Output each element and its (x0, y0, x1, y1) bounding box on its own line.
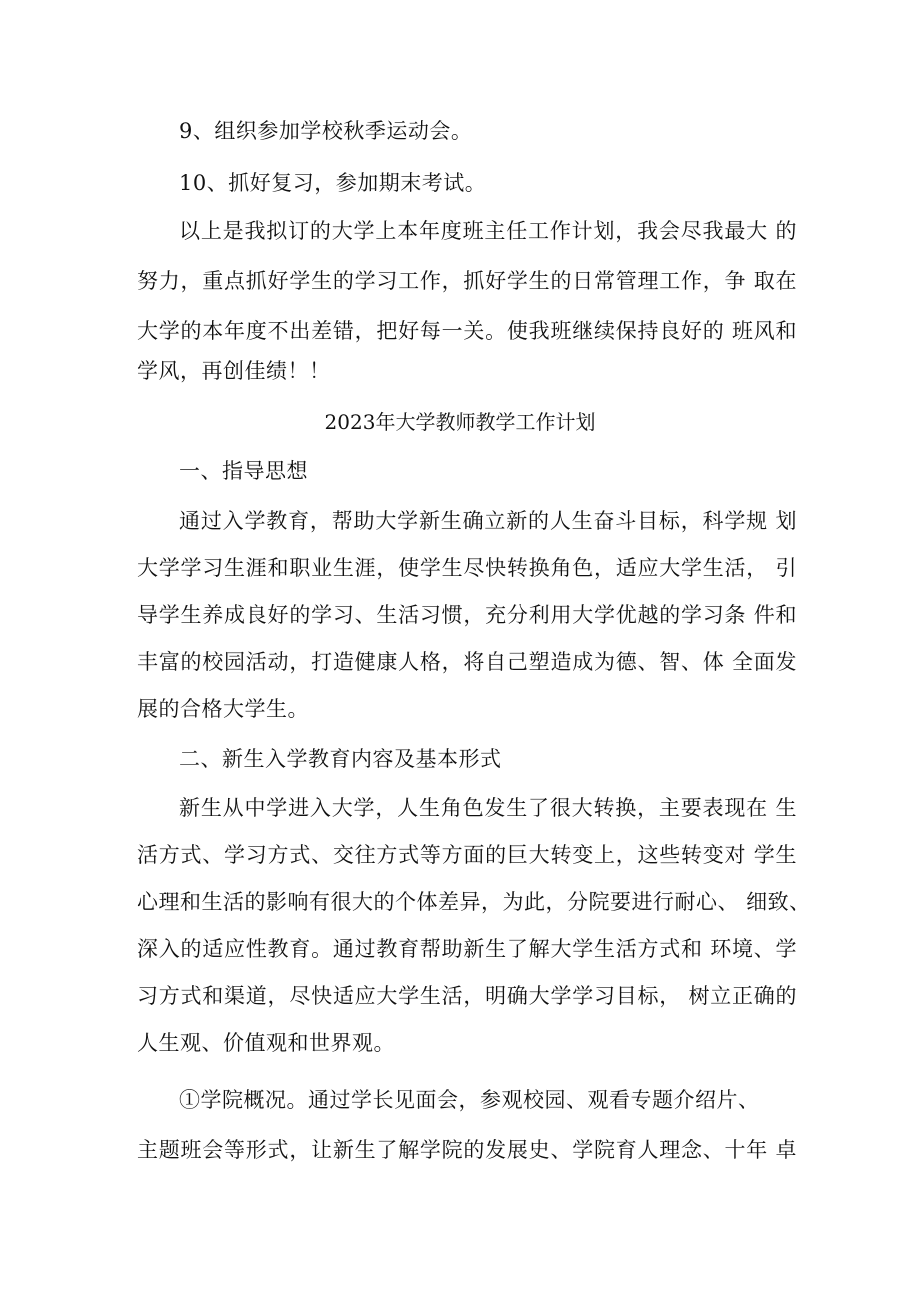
paragraph-line: 丰富的校园活动，打造健康人格，将自己塑造成为德、智、体 全面发 (137, 650, 797, 674)
paragraph-line: 深入的适应性教育。通过教育帮助新生了解大学生活方式和 环境、学 (137, 937, 797, 961)
closing-paragraph-line: 学风，再创佳绩！！ (137, 359, 331, 383)
closing-paragraph-line: 大学的本年度不出差错，把好每一关。使我班继续保持良好的 班风和 (137, 319, 797, 343)
section-heading: 二、新生入学教育内容及基本形式 (179, 747, 502, 771)
list-item-10: 10、抓好复习，参加期末考试。 (179, 171, 487, 195)
closing-paragraph-line: 努力，重点抓好学生的学习工作，抓好学生的日常管理工作，争 取在 (137, 269, 797, 293)
paragraph-line: 习方式和渠道，尽快适应大学生活，明确大学学习目标， 树立正确的 (137, 984, 797, 1008)
closing-paragraph-line: 以上是我拟订的大学上本年度班主任工作计划，我会尽我最大 的 (179, 219, 797, 243)
paragraph-line: 主题班会等形式，让新生了解学院的发展史、学院育人理念、十年 卓 (137, 1138, 797, 1162)
list-item-9: 9、组织参加学校秋季运动会。 (179, 119, 473, 143)
paragraph-line: 心理和生活的影响有很大的个体差异，为此，分院要进行耐心、 细致、 (137, 890, 811, 914)
section-heading: 一、指导思想 (179, 459, 308, 483)
paragraph-line: ①学院概况。通过学长见面会，参观校园、观看专题介绍片、 (179, 1088, 760, 1112)
paragraph-line: 新生从中学进入大学，人生角色发生了很大转换，主要表现在 生 (179, 796, 797, 820)
paragraph-line: 通过入学教育，帮助大学新生确立新的人生奋斗目标，科学规 划 (179, 509, 797, 533)
paragraph-line: 展的合格大学生。 (137, 697, 309, 721)
paragraph-line: 导学生养成良好的学习、生活习惯，充分利用大学优越的学习条 件和 (137, 603, 797, 627)
paragraph-line: 大学学习生涯和职业生涯，使学生尽快转换角色，适应大学生活， 引 (137, 556, 797, 580)
document-title: 2023年大学教师教学工作计划 (324, 410, 596, 434)
paragraph-line: 活方式、学习方式、交往方式等方面的巨大转变上，这些转变对 学生 (137, 843, 797, 867)
paragraph-line: 人生观、价值观和世界观。 (137, 1031, 395, 1055)
